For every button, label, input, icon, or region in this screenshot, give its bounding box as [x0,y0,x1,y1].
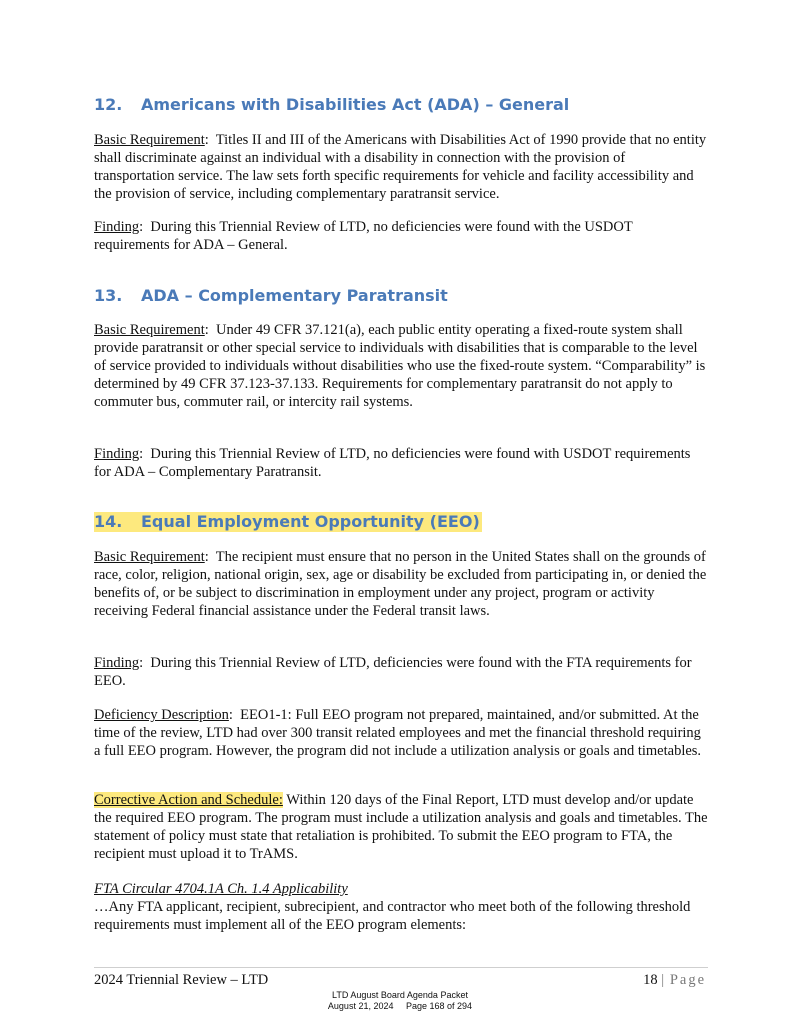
deficiency-label: Deficiency Description [94,707,229,723]
basic-requirement-text: The recipient must ensure that no person in the United States shall on the grounds of race, color, religion, national origin, sex, age or disability be excluded from participating in, or denied the benefits of, or be subject to discrimination in employment under any project, program or activity receiving Federal financial assistance under the Federal transit laws. [94,549,707,619]
section-number: 14. [94,512,123,531]
page-separator: | [661,972,667,988]
packet-date: August 21, 2024 [327,1001,394,1011]
page-word: Page [669,972,706,988]
section-title: Equal Employment Opportunity (EEO) [141,512,480,531]
section-14-deficiency: Deficiency Description: EEO1-1: Full EEO program not prepared, maintained, and/or submitted. At the time of the review, LTD had over 300 transit related employees and met the financial threshold requiring a full EEO program. However, the program did not include a utilization analysis or goals and timetables. [94,707,702,759]
section-14-circular [94,880,708,934]
section-number: 13. [94,286,123,305]
deficiency-text: EEO1-1: Full EEO program not prepared, maintained, and/or submitted. At the time of the review, LTD had over 300 transit related employees and met the financial threshold requiring a full EEO program. However, the program did not include a utilization analysis or goals and timetables. [94,707,702,759]
packet-stamp-line2 [0,1001,800,1012]
basic-requirement-label: Basic Requirement [94,549,205,565]
finding-text: During this Triennial Review of LTD, no deficiencies were found with USDOT requirements for ADA – Complementary Paratransit. [94,446,691,480]
finding-label: Finding [94,446,140,462]
section-number: 12. [94,95,123,114]
corrective-action-label: Corrective Action and Schedule: [94,792,283,808]
section-13-finding: Finding: During this Triennial Review of LTD, no deficiencies were found with USDOT requirements for ADA – Complementary Paratransit. [94,446,691,480]
footer-page-number [643,972,706,989]
finding-label: Finding [94,655,140,671]
circular-text: …Any FTA applicant, recipient, subrecipient, and contractor who meet both of the following threshold requirements must implement all of the EEO program elements: [94,899,691,933]
section-13-basic-requirement: Basic Requirement: Under 49 CFR 37.121(a), each public entity operating a fixed-route system shall provide paratransit or other special service to individuals with disabilities that is comparable to the level of service provided to individuals without disabilities who use the fixed-route system. “Comparability” is determined by 49 CFR 37.123-37.133. Requirements for complementary paratransit do not apply to commuter bus, commuter rail, or intercity rail systems. [94,322,706,410]
packet-page: Page 168 of 294 [406,1001,473,1011]
footer-divider [94,967,708,968]
footer-title: 2024 Triennial Review – LTD [94,972,269,988]
section-14-basic-requirement: Basic Requirement: The recipient must ensure that no person in the United States shall on the grounds of race, color, religion, national origin, sex, age or disability be excluded from participating in, or denied the benefits of, or be subject to discrimination in employment under any project, program or activity receiving Federal financial assistance under the Federal transit laws. [94,549,707,619]
section-title: ADA – Complementary Paratransit [141,286,448,305]
section-12-basic-requirement: Basic Requirement: Titles II and III of the Americans with Disabilities Act of 1990 provide that no entity shall discriminate against an individual with a disability in connection with the provision of transportation service. The law sets forth specific requirements for vehicle and facility accessibility and the provision of service, including complementary paratransit service. [94,132,707,202]
basic-requirement-text: Under 49 CFR 37.121(a), each public entity operating a fixed-route system shall provide paratransit or other special service to individuals with disabilities that is comparable to the level of service provided to individuals without disabilities who use the fixed-route system. “Comparability” is determined by 49 CFR 37.123-37.133. Requirements for complementary paratransit do not apply to commuter bus, commuter rail, or intercity rail systems. [94,322,706,410]
section-title: Americans with Disabilities Act (ADA) – General [141,95,570,114]
section-12-heading [94,95,569,114]
basic-requirement-label: Basic Requirement [94,322,205,338]
section-14-heading [94,512,482,532]
basic-requirement-label: Basic Requirement [94,132,205,148]
basic-requirement-text: Titles II and III of the Americans with Disabilities Act of 1990 provide that no entity shall discriminate against an individual with a disability in connection with the provision of transportation service. The law sets forth specific requirements for vehicle and facility accessibility and the provision of service, including complementary paratransit service. [94,132,707,202]
section-13-heading [94,286,448,305]
packet-stamp-line1: LTD August Board Agenda Packet [332,990,468,1000]
corrective-action-text: Within 120 days of the Final Report, LTD must develop and/or update the required EEO program. The program must include a utilization analysis and goals and timetables. The statement of policy must state that retaliation is prohibited. To submit the EEO program to FTA, the recipient must upload it to TrAMS. [94,792,708,862]
finding-text: During this Triennial Review of LTD, deficiencies were found with the FTA requirements for EEO. [94,655,692,689]
page-number: 18 [643,972,658,988]
section-12-finding: Finding: During this Triennial Review of LTD, no deficiencies were found with the USDOT requirements for ADA – General. [94,219,633,253]
finding-label: Finding [94,219,140,235]
section-14-corrective-action [94,791,708,863]
finding-text: During this Triennial Review of LTD, no deficiencies were found with the USDOT requirements for ADA – General. [94,219,633,253]
circular-title: FTA Circular 4704.1A Ch. 1.4 Applicability [94,881,348,897]
section-14-finding: Finding: During this Triennial Review of LTD, deficiencies were found with the FTA requirements for EEO. [94,655,692,689]
